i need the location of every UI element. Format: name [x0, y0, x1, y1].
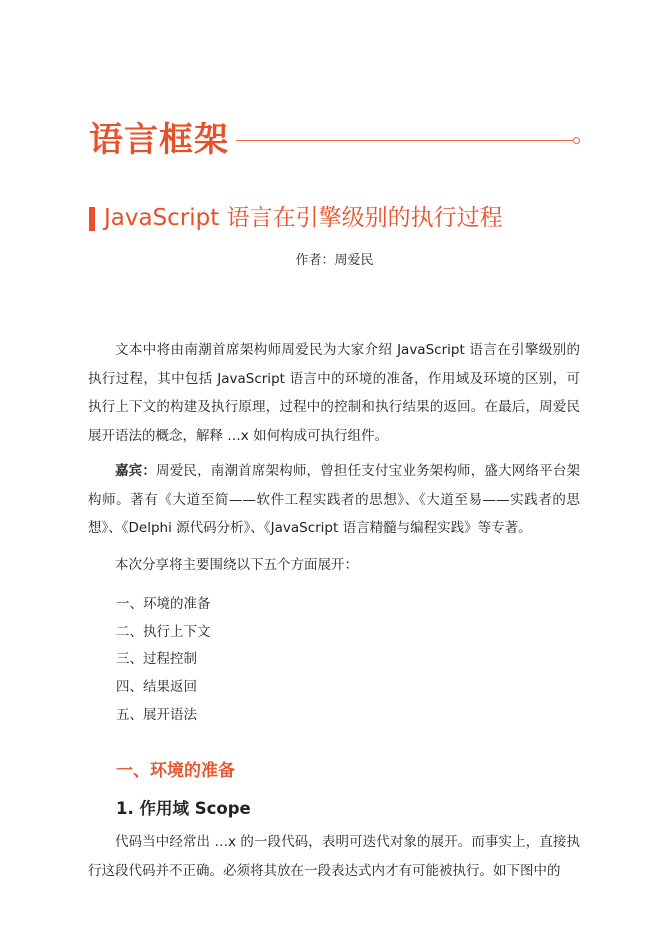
outline-intro: [88, 551, 580, 580]
outline-list: [116, 591, 211, 730]
scope-paragraph: [88, 828, 580, 885]
guest-paragraph: [88, 457, 580, 543]
outline-item-result-return: 四、结果返回: [116, 679, 197, 696]
author-line: 作者：周爱民: [295, 253, 374, 268]
guest-text: 周爱民，南潮首席架构师，曾担任支付宝业务架构师，盛大网络平台架构师。著有《大道至简——软件工程实践者的思想》、《大道至易——实践者的思想》、《Delphi 源代码分析》、《JavaScript 语言精髓与编程实践》等专著。: [88, 463, 581, 536]
outline-intro-text: 本次分享将主要围绕以下五个方面展开：: [115, 557, 358, 573]
section-heading-environment: 一、环境的准备: [116, 761, 235, 781]
guest-bio: [88, 457, 580, 543]
scope-text: 代码当中经常出 …x 的一段代码，表明可迭代对象的展开。而事实上，直接执行这段代码并不正确。必须将其放在一段表达式内才有可能被执行。如下图中的: [88, 834, 580, 879]
title-accent-bar: [89, 207, 95, 231]
chapter-title: 语言框架: [89, 120, 229, 160]
outline-item-execution-context: 二、执行上下文: [116, 623, 211, 640]
subsection-heading-scope: 1. 作用域 Scope: [116, 799, 251, 818]
guest-label: 嘉宾：: [115, 463, 157, 479]
chapter-title-rule: [236, 140, 573, 141]
outline-item-spread-syntax: 五、展开语法: [116, 706, 197, 723]
rule-end-circle: [573, 137, 580, 144]
intro-paragraph: [88, 336, 580, 450]
intro-text: 文本中将由南潮首席架构师周爱民为大家介绍 JavaScript 语言在引擎级别的执行过程，其中包括 JavaScript 语言中的环境的准备，作用域及环境的区别，可执行上下文的构建及执行原理，过程中的控制和执行结果的返回。在最后，周爱民展开语法的概念，解释 …x 如何构成可执行组件。: [88, 342, 580, 444]
outline-item-environment: 一、环境的准备: [116, 596, 211, 612]
article-title: JavaScript 语言在引擎级别的执行过程: [104, 205, 503, 231]
outline-item-process-control: 三、过程控制: [116, 651, 197, 668]
